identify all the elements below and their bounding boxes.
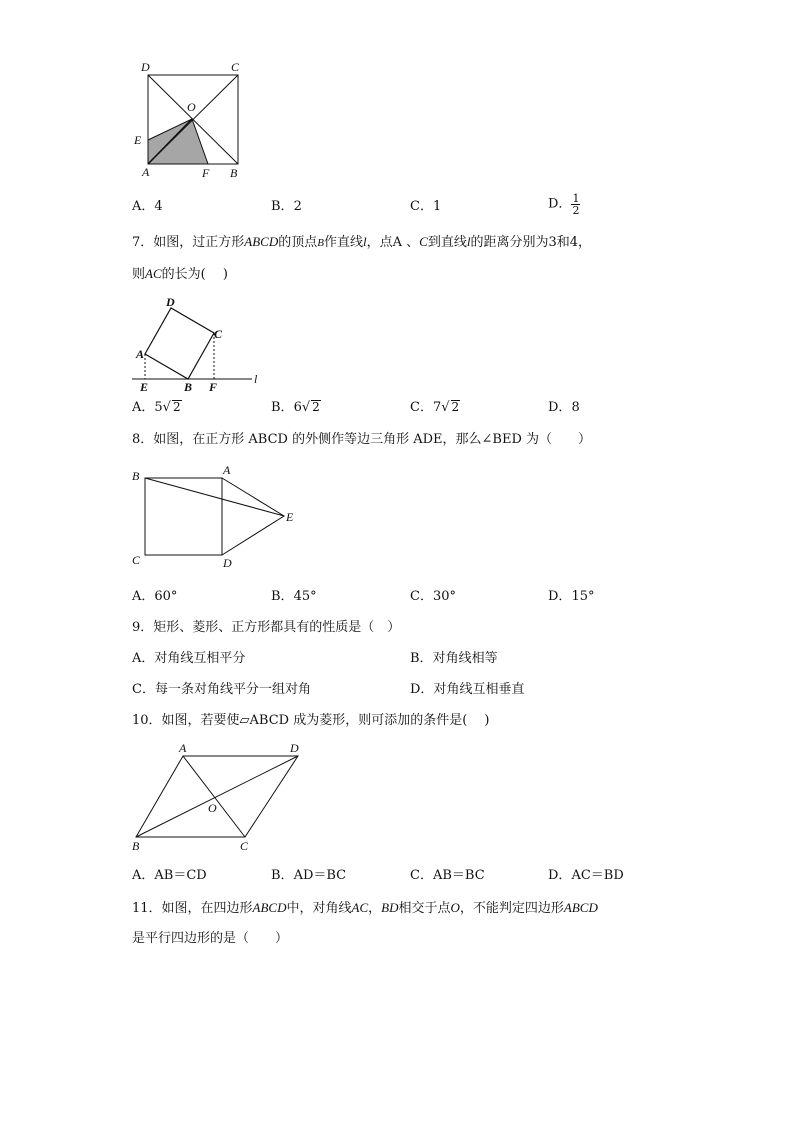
text: 11．如图，在四边形 xyxy=(132,901,253,916)
q6-option-a[interactable] xyxy=(132,199,163,215)
q8-label-b: B xyxy=(132,469,140,483)
q7-label-c: C xyxy=(214,327,223,341)
q9-option-c[interactable] xyxy=(132,682,311,698)
option-letter: A． xyxy=(132,199,155,214)
q7-label-e: E xyxy=(140,380,149,394)
option-letter: B． xyxy=(410,651,433,666)
q9-option-a[interactable] xyxy=(132,651,245,667)
q8-option-d[interactable] xyxy=(548,589,594,605)
q7-option-c[interactable] xyxy=(410,400,460,416)
option-value: 45° xyxy=(293,589,317,604)
q6-label-a: A xyxy=(142,165,150,179)
option-letter: B． xyxy=(271,199,294,214)
q11-stem-line1 xyxy=(132,900,598,917)
option-letter: D． xyxy=(548,868,572,883)
option-value: AC＝BD xyxy=(571,868,624,883)
q6-option-c[interactable] xyxy=(410,199,441,215)
math-b: B xyxy=(317,237,324,249)
q10-label-b: B xyxy=(132,839,140,853)
q9-stem: 9．矩形、菱形、正方形都具有的性质是（ ） xyxy=(132,620,401,635)
coefficient: 5 xyxy=(154,400,163,415)
math-abcd: ABCD xyxy=(244,234,279,249)
q8-label-e: E xyxy=(286,510,294,524)
option-value: 对角线互相垂直 xyxy=(433,682,525,697)
q7-stem-line2 xyxy=(132,266,228,283)
radicand: 2 xyxy=(451,400,460,414)
text: 则 xyxy=(132,267,146,282)
q8-option-c[interactable] xyxy=(410,589,456,605)
q10-label-a: A xyxy=(179,741,187,755)
math-o: O xyxy=(450,900,460,915)
q6-label-c: C xyxy=(231,60,240,74)
fraction-numerator: 1 xyxy=(572,192,580,205)
math-bd: BD xyxy=(381,900,399,915)
math-l: l xyxy=(363,234,367,249)
option-value: AD＝BC xyxy=(293,868,347,883)
option-letter: A． xyxy=(132,589,155,604)
q7-square xyxy=(145,308,214,379)
q9-option-b[interactable] xyxy=(410,651,498,667)
q10-option-c[interactable] xyxy=(410,868,485,884)
option-letter: B． xyxy=(271,589,294,604)
option-value: 4 xyxy=(154,199,163,214)
q6-label-b: B xyxy=(230,166,238,180)
q7-label-l: l xyxy=(254,372,258,386)
q8-option-a[interactable] xyxy=(132,589,177,605)
text: 的长为( ) xyxy=(161,267,228,282)
option-value: 1 xyxy=(432,199,442,214)
q9-option-d[interactable] xyxy=(410,682,524,698)
text: 的距离分别为3和4， xyxy=(470,235,592,250)
text: ， xyxy=(368,901,382,916)
option-letter: D． xyxy=(548,589,572,604)
option-value: 2 xyxy=(293,199,302,214)
q11-stem-line2: 是平行四边形的是（ ） xyxy=(132,931,289,946)
q6-option-d[interactable] xyxy=(548,193,580,216)
radicand: 2 xyxy=(172,400,181,414)
option-letter: D． xyxy=(410,682,434,697)
q8-label-c: C xyxy=(132,553,141,567)
q10-diagonal-bd xyxy=(136,756,298,837)
text: 的顶点 xyxy=(278,235,318,250)
radicand: 2 xyxy=(312,400,320,414)
option-value: 8 xyxy=(571,400,580,415)
sqrt-icon: √ xyxy=(162,400,171,415)
sqrt-icon: √ xyxy=(441,400,450,415)
coefficient: 6 xyxy=(293,400,302,415)
option-letter: B． xyxy=(271,868,294,883)
q7-label-f: F xyxy=(209,380,218,394)
q7-figure xyxy=(128,296,268,396)
q6-label-o: O xyxy=(187,100,196,114)
text: 7．如图，过正方形 xyxy=(132,235,245,250)
q6-option-b[interactable] xyxy=(271,199,302,215)
fraction-denominator: 2 xyxy=(572,204,580,217)
option-letter: B． xyxy=(271,400,294,415)
math-ac: AC xyxy=(145,266,162,281)
q10-option-b[interactable] xyxy=(271,868,346,884)
q10-label-d: D xyxy=(290,741,299,755)
q10-figure xyxy=(128,738,318,858)
sqrt-icon: √ xyxy=(301,400,311,415)
option-value: 每一条对角线平分一组对角 xyxy=(154,682,311,697)
q7-label-a: A xyxy=(136,347,145,361)
math-abcd: ABCD xyxy=(252,900,287,915)
q7-label-b: B xyxy=(184,380,193,394)
fraction xyxy=(571,193,580,216)
option-letter: C． xyxy=(410,589,433,604)
option-value: 对角线相等 xyxy=(432,651,498,666)
q8-option-b[interactable] xyxy=(271,589,317,605)
text: 作直线 xyxy=(323,235,363,250)
math-ac: AC xyxy=(351,900,369,915)
q10-label-c: C xyxy=(240,839,249,853)
q6-figure xyxy=(128,58,248,183)
q8-label-a: A xyxy=(223,463,231,477)
text: 到直线 xyxy=(427,235,467,250)
option-letter: A． xyxy=(132,400,155,415)
option-value: AB＝CD xyxy=(154,868,207,883)
q8-stem: 8．如图，在正方形 ABCD 的外侧作等边三角形 ADE，那么∠BED 为（ ） xyxy=(132,432,592,447)
q7-option-a[interactable] xyxy=(132,400,182,416)
option-value: 30° xyxy=(432,589,456,604)
q8-segment-be xyxy=(145,478,284,516)
q6-label-d: D xyxy=(141,60,150,74)
q8-label-d: D xyxy=(223,556,232,570)
math-l: l xyxy=(466,234,471,249)
q10-diagonal-ac xyxy=(183,756,245,837)
q10-stem: 10．如图，若要使▱ABCD 成为菱形，则可添加的条件是( ) xyxy=(132,713,490,728)
q6-label-e: E xyxy=(134,133,142,147)
option-letter: A． xyxy=(132,868,155,883)
q8-triangle xyxy=(222,478,284,555)
q6-label-f: F xyxy=(202,166,210,180)
option-value: AB＝BC xyxy=(432,868,485,883)
option-value: 15° xyxy=(571,589,595,604)
q7-label-d: D xyxy=(166,296,175,309)
q10-option-a[interactable] xyxy=(132,868,207,884)
option-value: 对角线互相平分 xyxy=(154,651,246,666)
option-letter: D． xyxy=(548,400,572,415)
q10-option-d[interactable] xyxy=(548,868,624,884)
option-letter: C． xyxy=(410,868,433,883)
text: ，点A 、 xyxy=(366,235,420,250)
option-letter: D． xyxy=(548,196,572,212)
option-letter: C． xyxy=(410,199,433,214)
q10-label-o: O xyxy=(208,801,217,815)
option-value: 60° xyxy=(154,589,178,604)
q8-square xyxy=(145,478,222,555)
q7-option-d[interactable] xyxy=(548,400,580,416)
text: 相交于点 xyxy=(398,901,451,916)
option-letter: A． xyxy=(132,651,155,666)
coefficient: 7 xyxy=(432,400,442,415)
text: 中，对角线 xyxy=(286,901,352,916)
q8-figure xyxy=(128,460,308,575)
text: ，不能判定四边形 xyxy=(459,901,564,916)
math-abcd: ABCD xyxy=(563,900,598,915)
option-letter: C． xyxy=(410,400,433,415)
option-letter: C． xyxy=(132,682,155,697)
math-c: C xyxy=(419,234,428,249)
q7-option-b[interactable] xyxy=(271,400,321,416)
q7-stem-line1 xyxy=(132,234,591,251)
